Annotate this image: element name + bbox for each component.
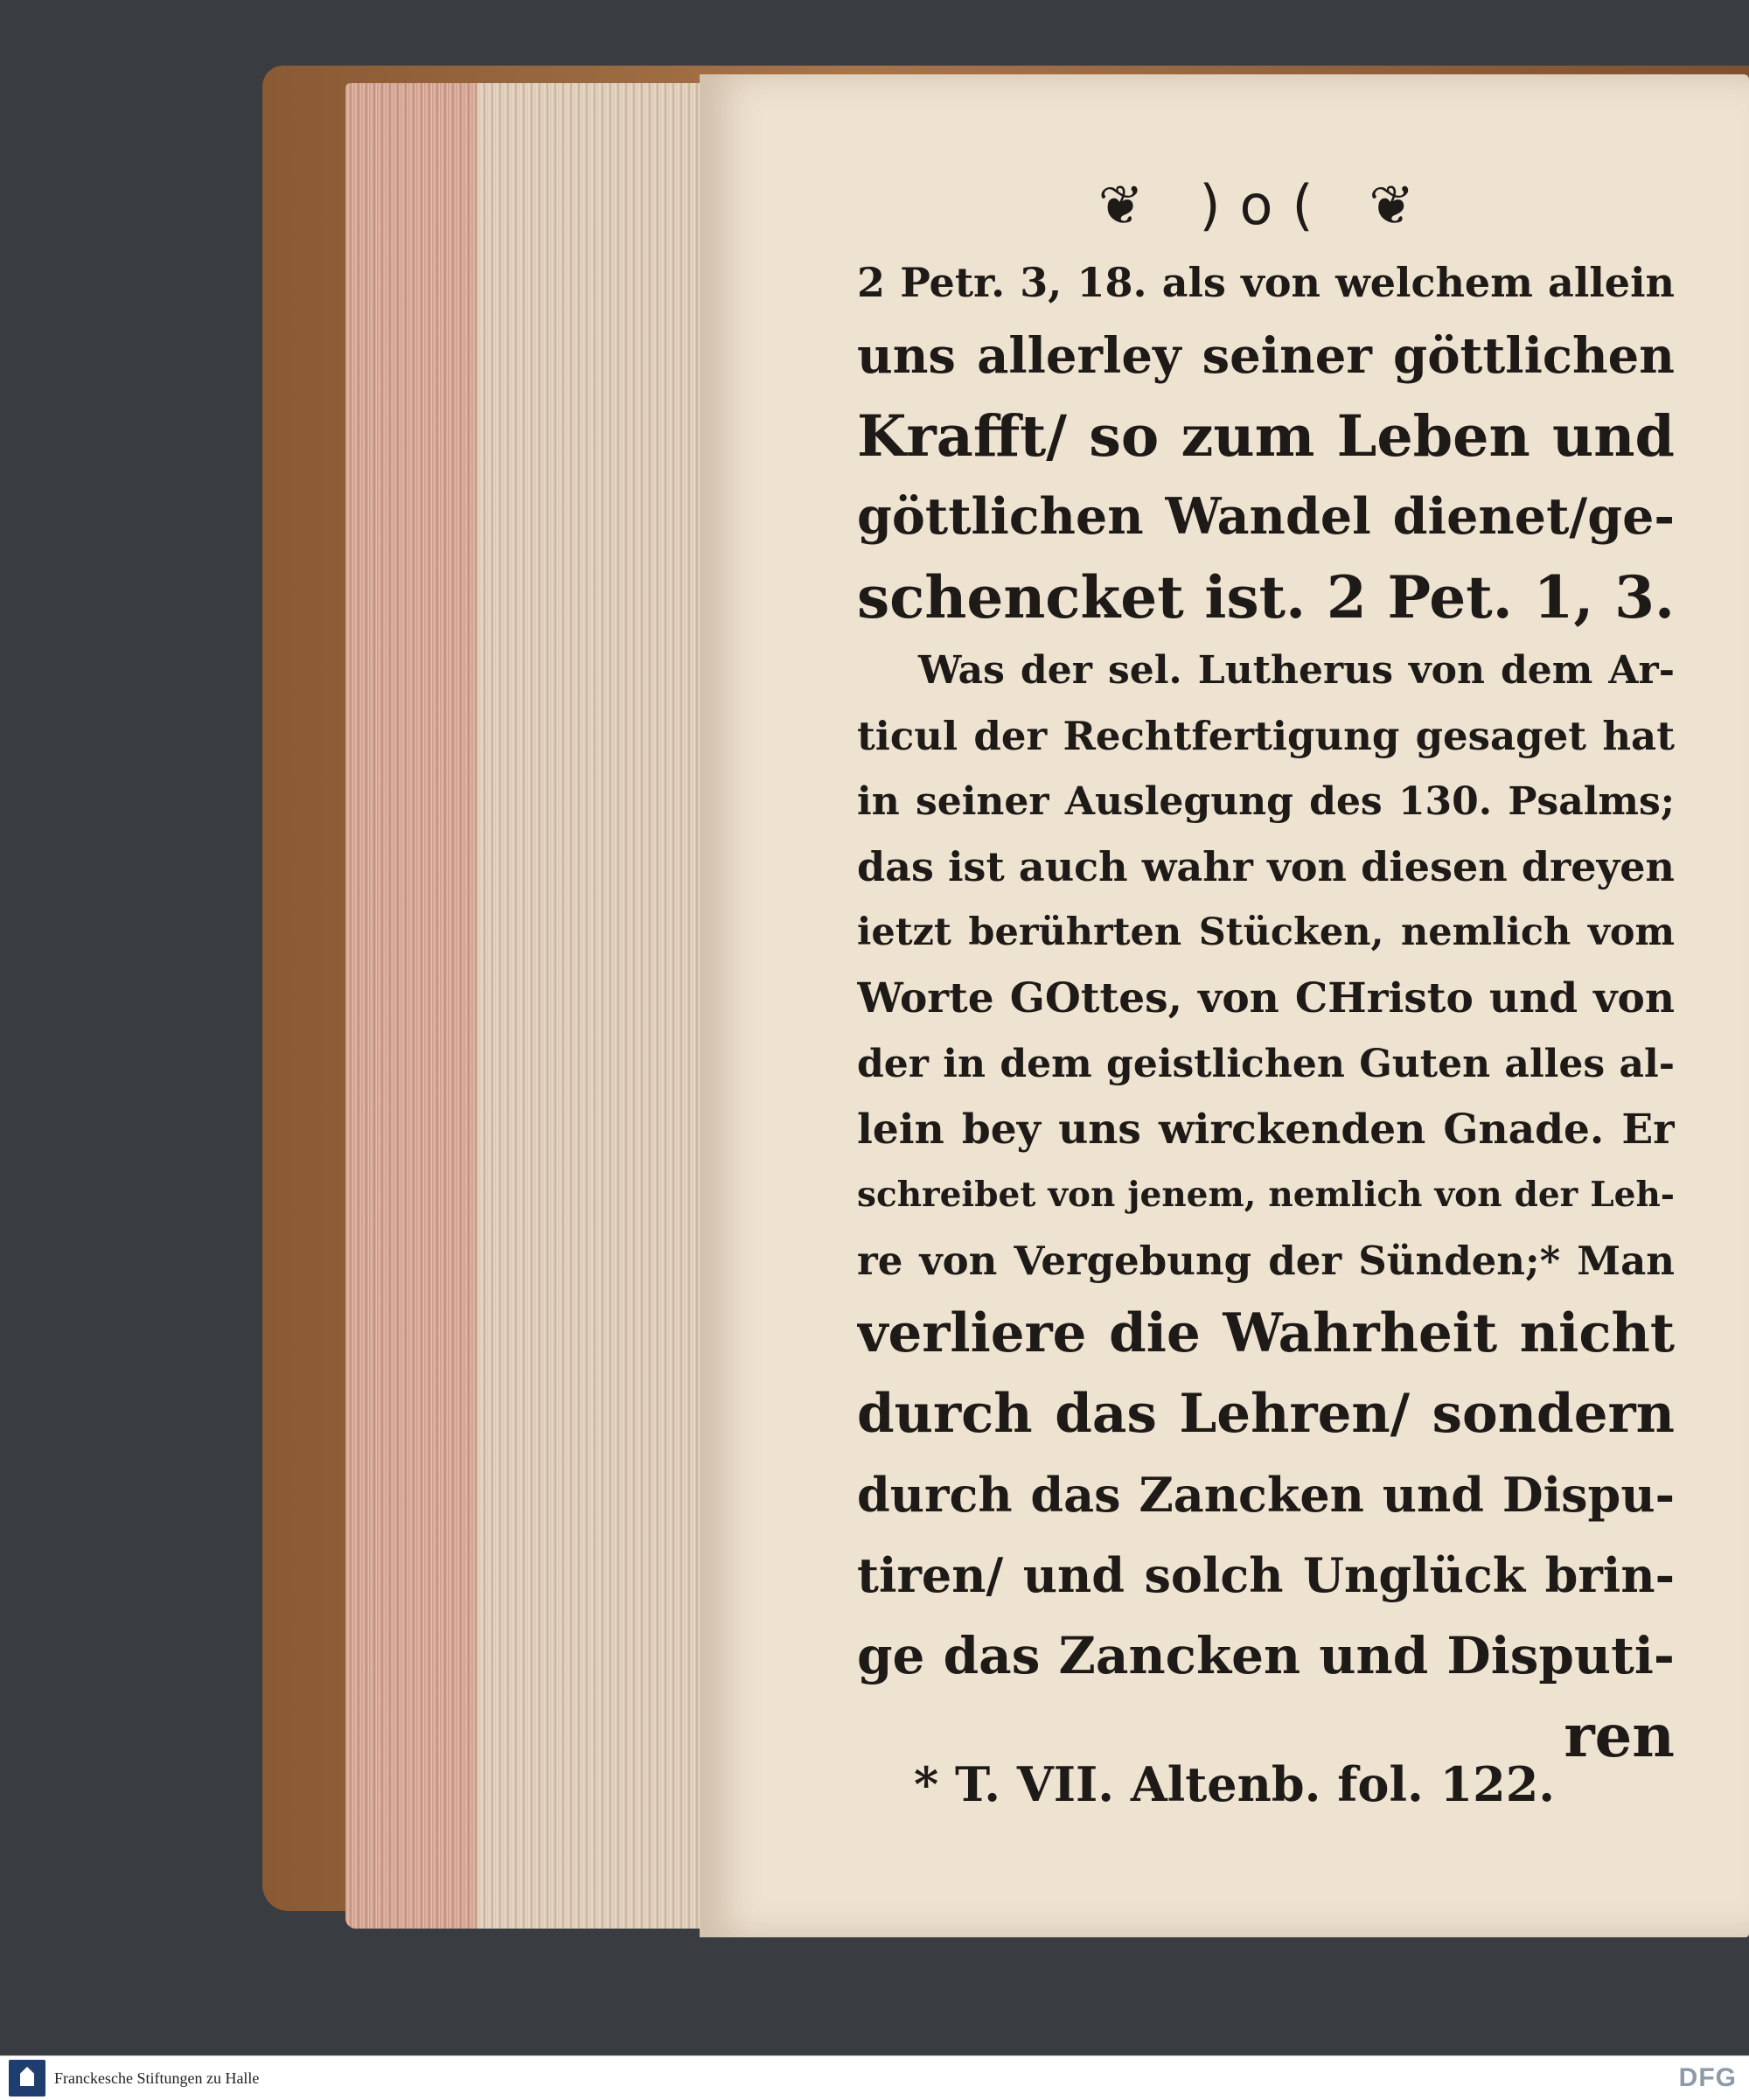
text-line: uns allerley seiner göttlichen [857,327,1675,385]
text-line: Krafft/ so zum Leben und [857,403,1675,470]
text-line: ticul der Rechtfertigung gesaget hat [857,713,1675,759]
book-page [700,74,1749,1937]
text-line: Worte GOttes, von CHristo und von [857,974,1675,1022]
text-line: re von Vergebung der Sünden;* Man [857,1238,1675,1284]
text-line: tiren/ und solch Unglück brin- [857,1547,1675,1603]
text-line: der in dem geistlichen Guten alles al- [857,1042,1675,1086]
institution-logo-icon [9,2060,45,2097]
text-line: lein bey uns wirckenden Gnade. Er [857,1106,1675,1154]
text-lines [857,250,1675,1776]
header-ornament: ❦ )o( ❦ [1097,173,1434,237]
text-line: durch das Zancken und Dispu- [857,1467,1675,1523]
institution-name: Franckesche Stiftungen zu Halle [54,2069,260,2087]
text-line: göttlichen Wandel dienet/ge- [857,487,1675,546]
page-edges [345,83,739,1929]
text-line: durch das Lehren/ sondern [857,1383,1675,1445]
page-text [857,166,1675,1776]
footnote: * T. VII. Altenb. fol. 122. [914,1756,1556,1812]
text-line: schencket ist. 2 Pet. 1, 3. [857,563,1675,631]
footer-bar [0,2055,1749,2100]
text-line: in seiner Auslegung des 130. Psalms; [857,779,1675,824]
text-line: schreibet von jenem, nemlich von der Leh- [857,1175,1675,1215]
dfg-logo: DFG [1678,2063,1737,2092]
text-line: das ist auch wahr von diesen dreyen [857,843,1675,890]
text-line: verliere die Wahrheit nicht [857,1302,1675,1364]
text-line: ge das Zancken und Disputi- [857,1626,1675,1685]
text-line: Was der sel. Lutherus von dem Ar- [918,648,1675,693]
text-line: ren [1564,1701,1675,1770]
text-line: 2 Petr. 3, 18. als von welchem allein [857,259,1675,306]
text-line: ietzt berührten Stücken, nemlich vom [857,910,1675,954]
